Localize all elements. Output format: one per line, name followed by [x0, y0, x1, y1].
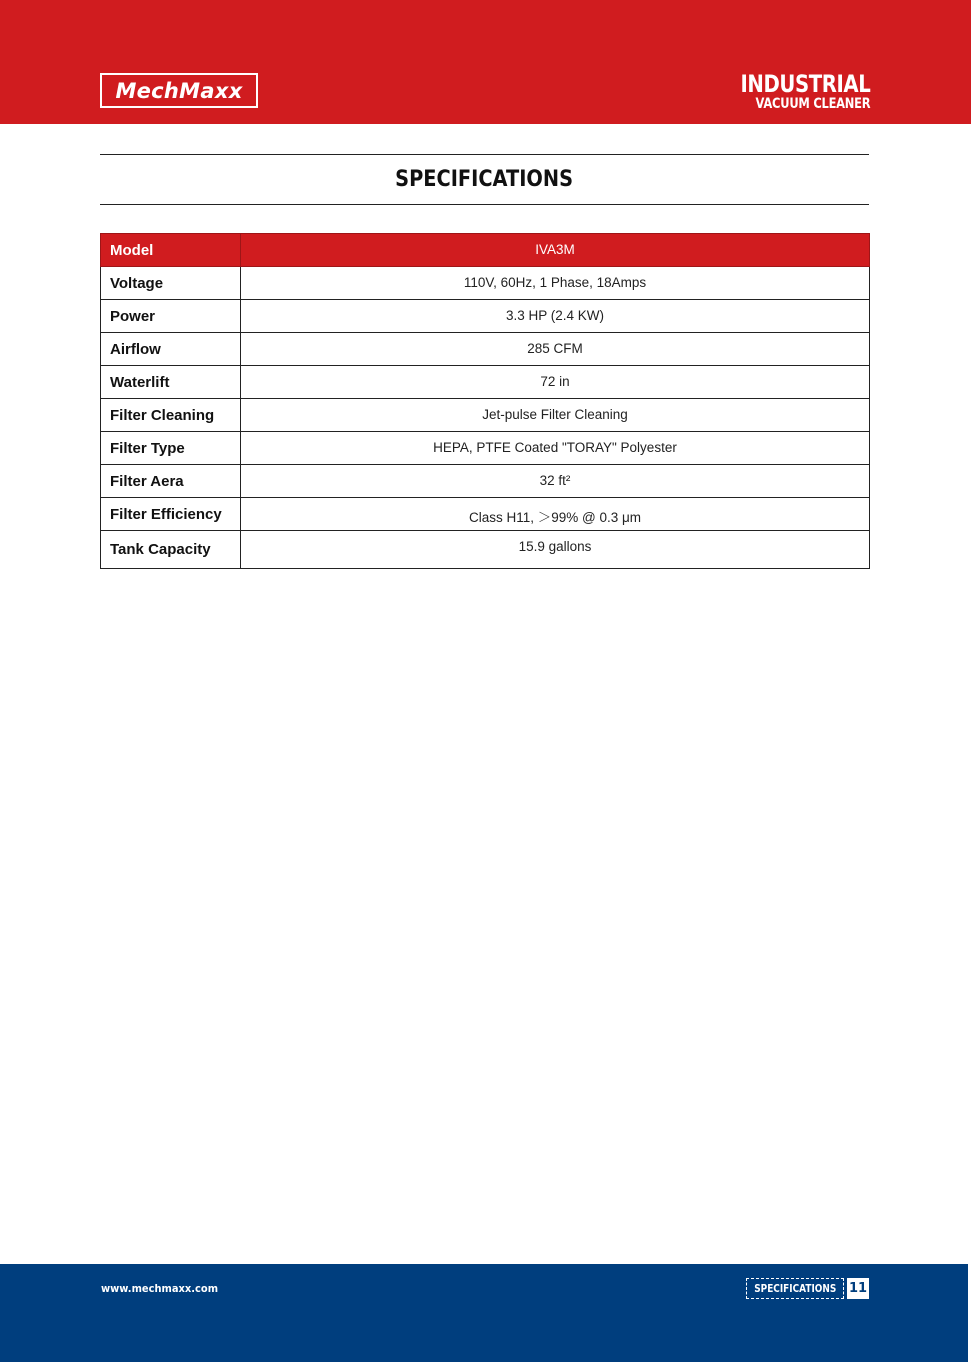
table-row	[101, 300, 870, 333]
spec-label: Voltage	[101, 267, 241, 300]
page-footer	[0, 1264, 971, 1362]
spec-label: Filter Efficiency	[101, 498, 241, 531]
table-row	[101, 465, 870, 498]
spec-value: 32 ft²	[241, 465, 870, 498]
spec-label: Waterlift	[101, 366, 241, 399]
section-title: SPECIFICATIONS	[395, 167, 574, 192]
spec-label: Filter Aera	[101, 465, 241, 498]
table-row	[101, 432, 870, 465]
spec-value: 72 in	[241, 366, 870, 399]
table-row	[101, 531, 870, 569]
footer-section-label	[746, 1278, 844, 1299]
table-row	[101, 366, 870, 399]
table-row	[101, 333, 870, 366]
table-row	[101, 498, 870, 531]
spec-value: 110V, 60Hz, 1 Phase, 18Amps	[241, 267, 870, 300]
spec-label: Power	[101, 300, 241, 333]
product-title-line1: INDUSTRIAL	[740, 70, 870, 98]
spec-label: Airflow	[101, 333, 241, 366]
spec-value: 285 CFM	[241, 333, 870, 366]
spec-value: HEPA, PTFE Coated "TORAY" Polyester	[241, 432, 870, 465]
logo-text: MechMaxx	[115, 78, 243, 103]
spec-value: 3.3 HP (2.4 KW)	[241, 300, 870, 333]
website-link[interactable]: www.mechmaxx.com	[101, 1282, 219, 1295]
model-label: Model	[101, 234, 241, 267]
spec-value: Class H11, ＞99% @ 0.3 μm	[241, 498, 870, 531]
table-header-row	[101, 234, 870, 267]
page-number: 11	[847, 1278, 869, 1299]
table-row	[101, 399, 870, 432]
model-value: IVA3M	[241, 234, 870, 267]
table-row	[101, 267, 870, 300]
spec-value: 15.9 gallons	[241, 531, 870, 569]
spec-label: Filter Cleaning	[101, 399, 241, 432]
page-header	[0, 0, 971, 124]
section-title-bar	[100, 154, 869, 205]
product-title	[712, 72, 870, 111]
spec-value: Jet-pulse Filter Cleaning	[241, 399, 870, 432]
specifications-table	[100, 233, 870, 569]
spec-label: Filter Type	[101, 432, 241, 465]
product-title-line2: VACUUM CLEANER	[755, 96, 870, 112]
mechmaxx-logo	[100, 73, 258, 108]
footer-section-text: SPECIFICATIONS	[754, 1282, 837, 1295]
spec-label: Tank Capacity	[101, 531, 241, 569]
